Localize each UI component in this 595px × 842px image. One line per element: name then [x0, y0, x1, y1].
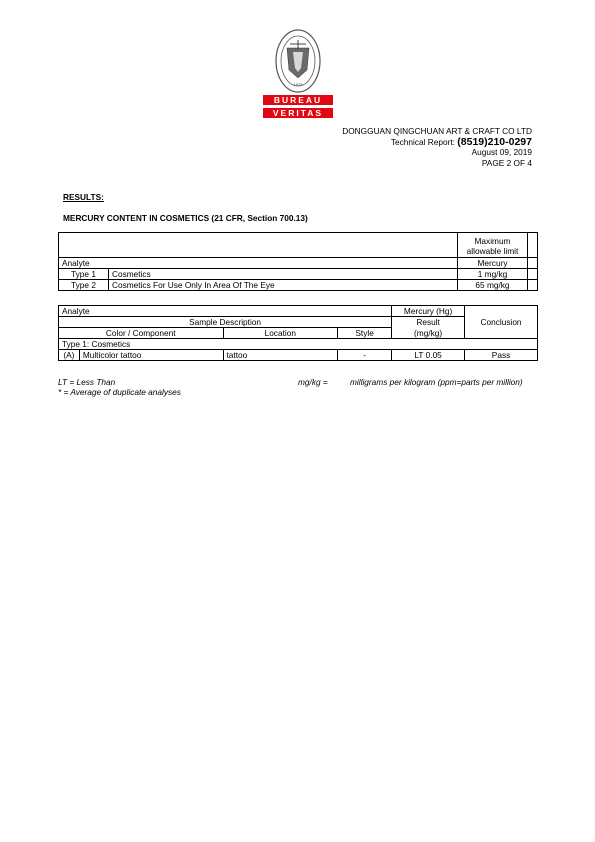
conclusion-header: Conclusion: [465, 306, 538, 339]
section-heading: MERCURY CONTENT IN COSMETICS (21 CFR, Section 700.13): [63, 213, 308, 223]
max-limit-header: [458, 233, 528, 258]
style-cell: -: [338, 350, 392, 361]
report-line: [342, 137, 532, 148]
logo-year: 1828: [293, 82, 303, 87]
legend-unit-definition: milligrams per kilogram (ppm=parts per million): [350, 377, 523, 387]
max-limit-header-line1: Maximum: [474, 236, 511, 246]
results-analyte-row: [59, 306, 538, 317]
limits-blank-cell: [59, 233, 458, 258]
legend: [58, 377, 548, 397]
page-number: PAGE 2 OF 4: [481, 157, 532, 168]
sample-id-cell: (A): [59, 350, 80, 361]
table-row: [59, 280, 538, 291]
type-desc-cell: Cosmetics: [109, 269, 458, 280]
component-cell: Multicolor tattoo: [79, 350, 223, 361]
style-header: Style: [338, 328, 392, 339]
mercury-hg-label: Mercury (Hg): [392, 306, 465, 317]
unit-header: (mg/kg): [392, 328, 465, 339]
bureau-veritas-logo: [263, 28, 333, 120]
limits-analyte-row: [59, 258, 538, 269]
results-group-row: [59, 339, 538, 350]
logo-bureau-bar: BUREAU: [263, 95, 333, 105]
limit-cell: 65 mg/kg: [458, 280, 528, 291]
limits-header-row: [59, 233, 538, 258]
limits-table: [58, 232, 538, 291]
result-cell: LT 0.05: [392, 350, 465, 361]
company-name: DONGGUAN QINGCHUAN ART & CRAFT CO LTD: [342, 126, 532, 136]
max-limit-header-line2: allowable limit: [466, 246, 519, 256]
report-label: Technical Report:: [390, 136, 455, 147]
legend-unit-key: mg/kg =: [298, 377, 328, 387]
limits-extra-blank: [528, 233, 538, 258]
group-label: Type 1: Cosmetics: [59, 339, 538, 350]
results-analyte-label: Analyte: [59, 306, 392, 317]
type-desc-cell: Cosmetics For Use Only In Area Of The Eye: [109, 280, 458, 291]
color-component-header: Color / Component: [59, 328, 224, 339]
result-header: Result: [392, 317, 465, 328]
legend-average: * = Average of duplicate analyses: [58, 387, 181, 397]
location-cell: tattoo: [223, 350, 338, 361]
limits-extra-blank: [528, 258, 538, 269]
analyte-label: Analyte: [59, 258, 458, 269]
table-row: [59, 269, 538, 280]
sample-description-header: Sample Description: [59, 317, 392, 328]
analyte-value: Mercury: [458, 258, 528, 269]
legend-lt: LT = Less Than: [58, 377, 116, 387]
limit-cell: 1 mg/kg: [458, 269, 528, 280]
table-row: [59, 350, 538, 361]
location-header: Location: [223, 328, 338, 339]
report-header: [342, 126, 532, 168]
report-date: August 09, 2019: [471, 147, 532, 157]
type-cell: Type 1: [59, 269, 109, 280]
logo-veritas-bar: VERITAS: [263, 108, 333, 118]
report-number: (8519)210-0297: [457, 135, 532, 148]
conclusion-cell: Pass: [465, 350, 538, 361]
limits-extra-blank: [528, 280, 538, 291]
type-cell: Type 2: [59, 280, 109, 291]
results-table: [58, 305, 538, 361]
results-heading: RESULTS:: [63, 192, 104, 202]
limits-extra-blank: [528, 269, 538, 280]
seal-icon: [263, 28, 333, 94]
